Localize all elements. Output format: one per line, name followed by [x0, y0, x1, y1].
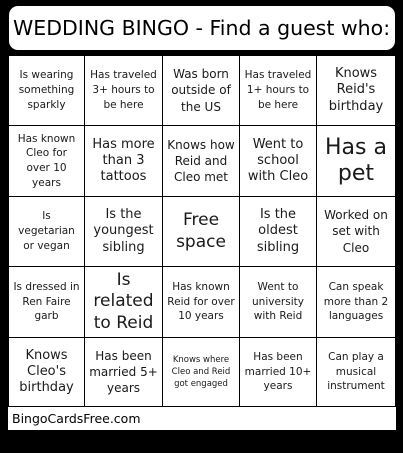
- footer: [8, 407, 396, 430]
- bingo-cell[interactable]: [85, 126, 163, 197]
- bingo-cell[interactable]: [8, 267, 85, 338]
- bingo-cell[interactable]: [240, 338, 317, 407]
- bingo-cell-text: Knows Reid's birthday: [328, 66, 384, 114]
- bingo-cell[interactable]: [8, 55, 85, 126]
- bingo-cell-text: Can play a musical instrument: [327, 350, 385, 393]
- bingo-cell-text: Knows Cleo's birthday: [19, 347, 74, 396]
- title-banner: [9, 6, 395, 50]
- card-title: WEDDING BINGO - Find a guest who:: [13, 16, 391, 40]
- bingo-cell-text: Has been married 5+ years: [89, 348, 158, 396]
- bingo-cell[interactable]: [163, 55, 240, 126]
- bingo-cell[interactable]: [85, 267, 163, 338]
- footer-credit: BingoCardsFree.com: [12, 411, 141, 426]
- bingo-cell[interactable]: [85, 338, 163, 407]
- bingo-cell-text: Has traveled 3+ hours to be here: [90, 69, 157, 111]
- bingo-grid: [8, 55, 396, 407]
- bingo-cell[interactable]: [240, 126, 317, 197]
- bingo-cell[interactable]: [163, 126, 240, 197]
- bingo-cell-text: Free space: [176, 210, 226, 252]
- bingo-cell[interactable]: [85, 55, 163, 126]
- bingo-cell-text: Worked on set with Cleo: [324, 208, 388, 255]
- bingo-cell[interactable]: [317, 197, 396, 267]
- bingo-cell-text: Knows how Reid and Cleo met: [167, 137, 235, 185]
- bingo-cell[interactable]: [317, 267, 396, 338]
- bingo-cell[interactable]: [240, 197, 317, 267]
- bingo-cell[interactable]: [317, 55, 396, 126]
- bingo-cell-text: Can speak more than 2 languages: [323, 280, 389, 323]
- bingo-cell-text: Has traveled 1+ hours to be here: [244, 69, 312, 111]
- bingo-cell-text: Has more than 3 tattoos: [92, 136, 155, 185]
- bingo-cell[interactable]: [317, 338, 396, 407]
- bingo-cell[interactable]: [240, 267, 317, 338]
- bingo-cell[interactable]: [8, 197, 85, 267]
- bingo-cell[interactable]: [85, 197, 163, 267]
- bingo-cell-text: Is dressed in Ren Faire garb: [13, 280, 80, 323]
- bingo-cell[interactable]: [163, 267, 240, 338]
- bingo-cell-text: Was born outside of the US: [171, 67, 231, 114]
- bingo-cell-text: Is wearing something sparkly: [18, 69, 75, 111]
- bingo-cell[interactable]: [163, 338, 240, 407]
- bingo-cell-text: Has known Cleo for over 10 years: [17, 132, 76, 189]
- bingo-cell-text: Has known Reid for over 10 years: [167, 280, 235, 323]
- bingo-cell-text: Is related to Reid: [93, 270, 154, 333]
- bingo-cell-text: Is vegetarian or vegan: [18, 210, 75, 252]
- bingo-cell[interactable]: [240, 55, 317, 126]
- bingo-cell-text: Has been married 10+ years: [244, 350, 312, 393]
- bingo-cell-text: Is the youngest sibling: [93, 207, 154, 255]
- bingo-cell-text: Knows where Cleo and Reid got engaged: [171, 354, 231, 390]
- bingo-cell-text: Has a pet: [325, 134, 387, 186]
- free-space-cell[interactable]: [163, 197, 240, 267]
- bingo-cell-text: Went to university with Reid: [252, 280, 304, 323]
- bingo-cell[interactable]: [8, 338, 85, 407]
- bingo-cell[interactable]: [317, 126, 396, 197]
- bingo-cell-text: Is the oldest sibling: [256, 207, 300, 255]
- bingo-cell[interactable]: [8, 126, 85, 197]
- bingo-cell-text: Went to school with Cleo: [247, 136, 309, 185]
